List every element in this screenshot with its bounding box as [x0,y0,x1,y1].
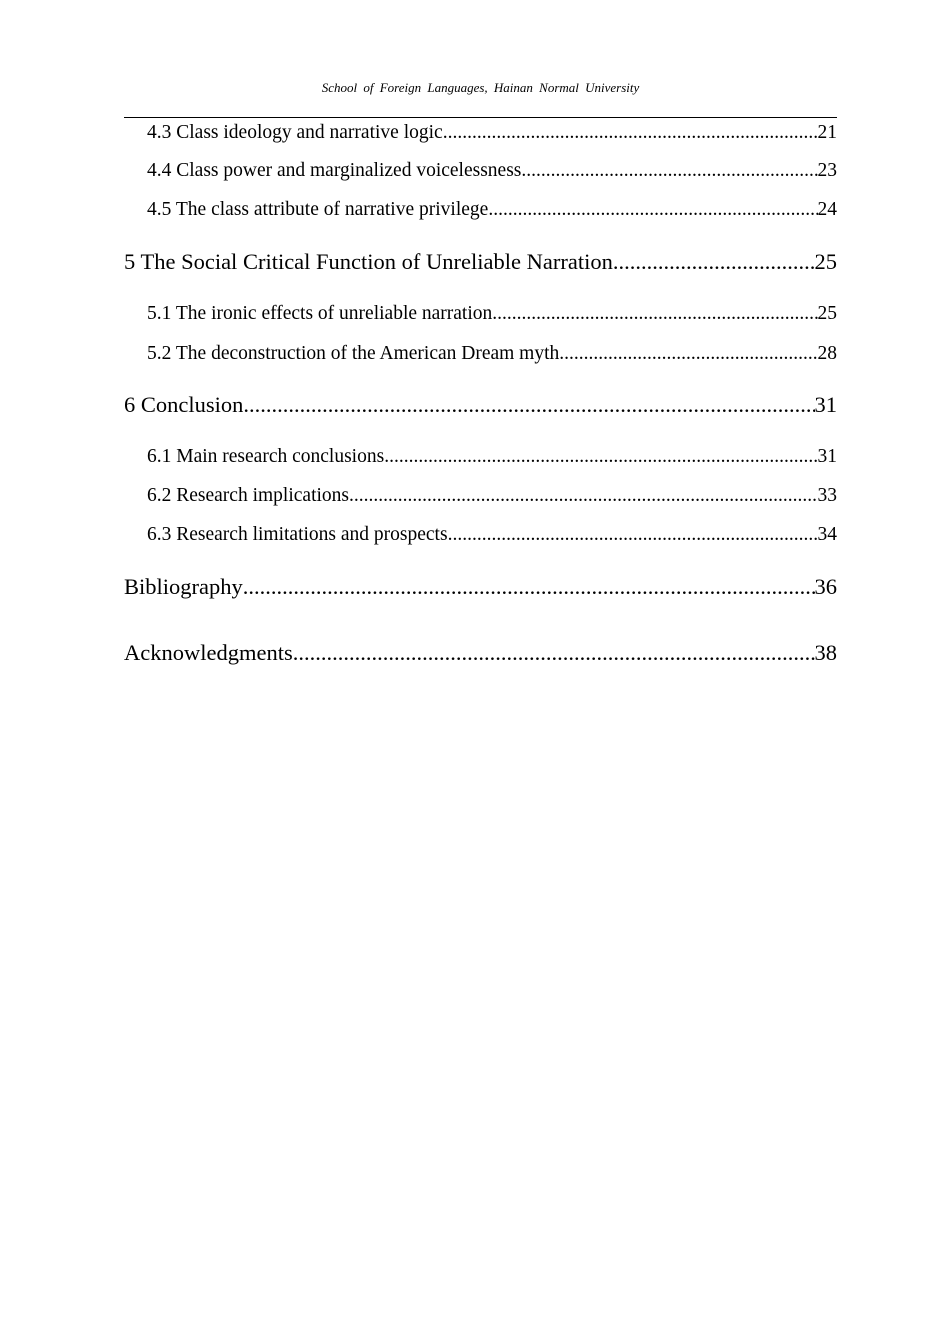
toc-page-number: 31 [817,446,837,467]
toc-entry-4-4[interactable] [147,158,837,184]
toc-page-number: 33 [817,485,837,506]
toc-page-number: 38 [814,640,837,665]
toc-entry-4-3[interactable] [147,120,837,146]
toc-dot-leader [243,572,815,602]
toc-page-number: 23 [817,160,837,181]
toc-entry-chapter-5[interactable] [124,247,837,277]
toc-page-number: 36 [814,574,837,599]
toc-page-number: 25 [817,303,837,324]
toc-dot-leader [293,638,815,668]
toc-page-number: 25 [814,249,837,274]
toc-entry-title: 6.1 Main research conclusions [147,446,385,467]
toc-dot-leader [488,197,817,223]
header-rule [124,117,837,118]
toc-dot-leader [613,247,815,277]
toc-dot-leader [443,120,818,146]
toc-entry-title: 5.2 The deconstruction of the American Dream myth [147,343,560,364]
toc-dot-leader [492,301,817,327]
toc-dot-leader [384,444,817,470]
toc-entry-chapter-6[interactable] [124,390,837,420]
toc-dot-leader [521,158,817,184]
toc-entry-title: 6.2 Research implications [147,485,349,506]
toc-dot-leader [559,341,817,367]
toc-entry-title: 6 Conclusion [124,392,244,417]
toc-page-number: 31 [814,392,837,417]
toc-dot-leader [349,483,818,509]
toc-entry-title: 4.3 Class ideology and narrative logic [147,122,443,143]
toc-entry-bibliography[interactable] [124,572,837,602]
toc-page-number: 28 [817,343,837,364]
toc-dot-leader [448,522,818,548]
toc-dot-leader [243,390,814,420]
toc-page-number: 24 [817,199,837,220]
toc-entry-title: 5 The Social Critical Function of Unreliable Narration [124,249,613,274]
toc-entry-4-5[interactable] [147,197,837,223]
toc-entry-title: 5.1 The ironic effects of unreliable narration [147,303,493,324]
toc-entry-title: Bibliography [124,574,243,599]
toc-entry-title: 6.3 Research limitations and prospects [147,524,448,545]
toc-page-number: 21 [817,122,837,143]
toc-entry-6-1[interactable] [147,444,837,470]
toc-entry-title: 4.4 Class power and marginalized voicelessness [147,160,522,181]
toc-entry-title: 4.5 The class attribute of narrative privilege [147,199,489,220]
page-header: School of Foreign Languages, Hainan Normal University [321,80,640,95]
toc-entry-6-2[interactable] [147,483,837,509]
toc-entry-title: Acknowledgments [124,640,293,665]
toc-entry-5-2[interactable] [147,341,837,367]
toc-entry-5-1[interactable] [147,301,837,327]
toc-entry-6-3[interactable] [147,522,837,548]
toc-entry-acknowledgments[interactable] [124,638,837,668]
toc-page-number: 34 [817,524,837,545]
